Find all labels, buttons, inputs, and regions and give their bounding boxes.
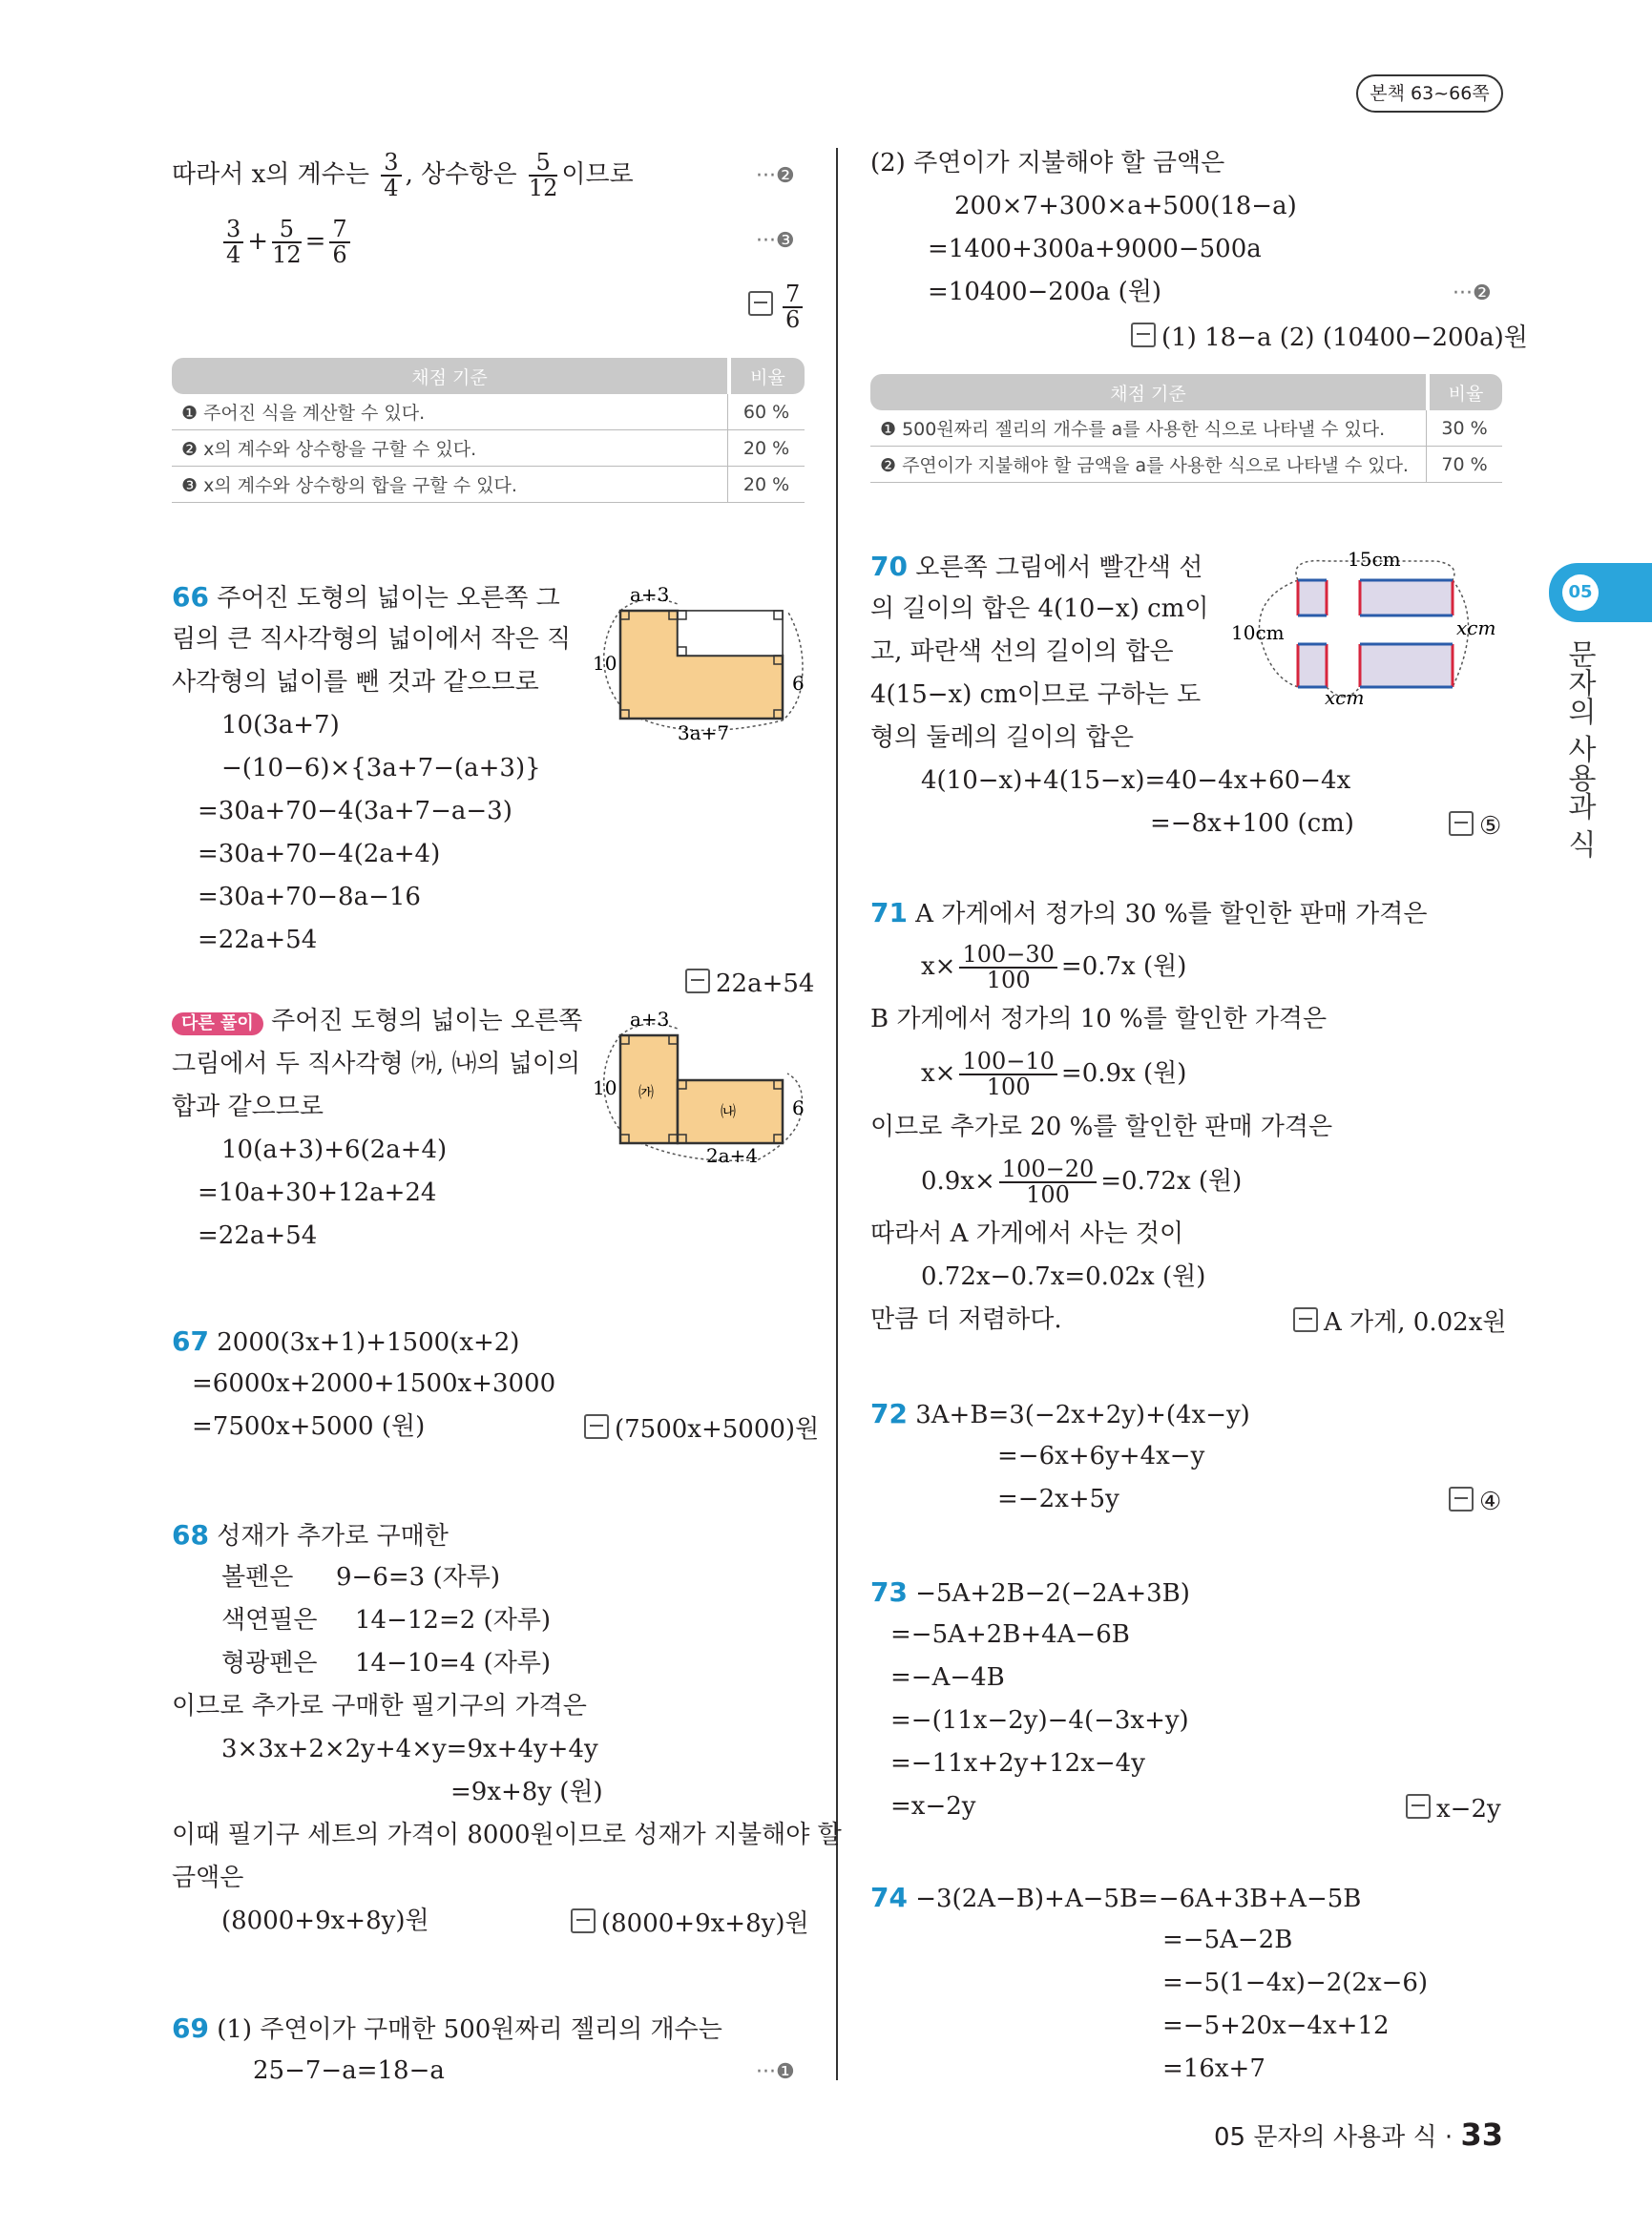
p66-work: =30a+70−4(2a+4) [198, 840, 441, 868]
fig66alt-top-label: a+3 [630, 1008, 670, 1031]
p70-work: =−8x+100 (cm) [1150, 809, 1354, 838]
p73-work: =−A−4B [890, 1663, 1005, 1692]
p70-answer: ⑤ [1449, 811, 1501, 839]
problem-number: 70 [870, 551, 908, 582]
p74-work: =16x+7 [1162, 2054, 1265, 2083]
alt-work: =22a+54 [198, 1221, 318, 1250]
p66-line2: 림의 큰 직사각형의 넓이에서 작은 직 [172, 625, 572, 654]
problem-number: 71 [870, 897, 908, 928]
p73-work: =−5A+2B+4A−6B [890, 1620, 1130, 1649]
p72-work: =−6x+6y+4x−y [997, 1442, 1205, 1470]
p68-line1: 68 성재가 추가로 구매한 [172, 1519, 449, 1551]
p71-line3: 이므로 추가로 20 %를 할인한 판매 가격은 [870, 1113, 1333, 1141]
grading-table-1: 채점 기준 비율 ❶ 주어진 식을 계산할 수 있다. 60 % ❷ x의 계수와 상수항을 구할 수 있다. 20 % ❸ x의 계수와 상수항의 합을 구할 수 있다. 20 % [172, 358, 805, 503]
answer-icon [571, 1908, 596, 1933]
step-marker: ···❷ [756, 164, 795, 188]
alt-work: =10a+30+12a+24 [198, 1178, 437, 1207]
table-row: ❶ 500원짜리 젤리의 개수를 a를 사용한 식으로 나타낼 수 있다. 30 % [870, 410, 1502, 447]
alt-line3: 합과 같으므로 [172, 1093, 324, 1121]
problem-number: 66 [172, 581, 209, 613]
p65-line1: 따라서 x의 계수는 $\frac{3}{4}$ , 상수항은 $\frac{5}{12}$ 이므로 [172, 149, 634, 202]
fig66-right-label: 6 [792, 672, 805, 695]
p66-work: −(10−6)×{3a+7−(a+3)} [221, 754, 541, 782]
problem-number: 72 [870, 1398, 908, 1429]
answer-icon [685, 969, 710, 993]
p70-line: 4(15−x) cm이므로 구하는 도 [870, 680, 1202, 709]
p74-work: =−5A−2B [1162, 1926, 1293, 1954]
p70-line: 형의 둘레의 길이의 합은 [870, 723, 1134, 752]
p67-line1: 67 2000(3x+1)+1500(x+2) [172, 1325, 520, 1357]
chapter-number: 05 [1562, 574, 1599, 611]
answer-icon [1449, 811, 1474, 836]
p66-work: 10(3a+7) [221, 711, 340, 740]
grading-table-2: 채점 기준 비율 ❶ 500원짜리 젤리의 개수를 a를 사용한 식으로 나타낼 수 있다. 30 % ❷ 주연이가 지불해야 할 금액을 a를 사용한 식으로 나타낼 수 있다. 70 % [870, 374, 1502, 483]
p71-line5: 만큼 더 저렴하다. [870, 1305, 1062, 1334]
p71-line2: B 가게에서 정가의 10 %를 할인한 가격은 [870, 1005, 1328, 1033]
p71-line1: 71 A 가게에서 정가의 30 %를 할인한 판매 가격은 [870, 897, 1428, 928]
fig66alt-bottom-label: 2a+4 [706, 1144, 759, 1167]
p65-equation: $\frac{3}{4}$ + $\frac{5}{12}$ = $\frac{7}{6}$ [220, 218, 354, 267]
p66-line1: 66 주어진 도형의 넓이는 오른쪽 그 [172, 581, 560, 613]
footer-chapter: 05 문자의 사용과 식 [1213, 2123, 1437, 2152]
p68-calc: 3×3x+2×2y+4×y=9x+4y+4y [221, 1735, 598, 1763]
p71-line4: 따라서 A 가게에서 사는 것이 [870, 1220, 1184, 1248]
column-divider [836, 148, 838, 2080]
p68-calc: =9x+8y (원) [450, 1778, 603, 1806]
page-footer: 05 문자의 사용과 식 · 33 [1213, 2116, 1503, 2153]
p68-item: 볼펜은 9−6=3 (자루) [221, 1563, 500, 1592]
page-number: 33 [1460, 2116, 1503, 2153]
table-row: ❸ x의 계수와 상수항의 합을 구할 수 있다. 20 % [172, 467, 805, 503]
p74-work: =−5+20x−4x+12 [1162, 2012, 1390, 2040]
p73-work: =x−2y [890, 1792, 976, 1821]
chapter-tab-label: 문자의 사용과 식 [1562, 639, 1596, 859]
p66-work: =22a+54 [198, 926, 318, 954]
problem-number: 74 [870, 1882, 908, 1913]
p74-work: =−5(1−4x)−2(2x−6) [1162, 1969, 1429, 1997]
fig66alt-right-label: 6 [792, 1096, 805, 1119]
p71-expr3: 0.9x× $\frac{100-20}{100}$ =0.72x (원) [921, 1156, 1243, 1209]
fig70-bottom-label: xcm [1325, 686, 1365, 709]
page-reference-badge: 본책 63~66쪽 [1356, 74, 1503, 113]
p73-work: =−(11x−2y)−4(−3x+y) [890, 1706, 1189, 1735]
answer-icon [1131, 323, 1156, 347]
p68-text: 금액은 [172, 1864, 244, 1892]
alt-solution-tag: 다른 풀이 [172, 1012, 263, 1035]
problem-number: 68 [172, 1519, 209, 1551]
p68-text: 이때 필기구 세트의 가격이 8000원이므로 성재가 지불해야 할 [172, 1821, 842, 1849]
p65-answer: $\frac{7}{6}$ [748, 282, 806, 332]
answer-icon [748, 291, 773, 316]
p68-item: 형광펜은 14−10=4 (자루) [221, 1649, 552, 1678]
p73-work: =−11x+2y+12x−4y [890, 1749, 1145, 1778]
p69-work: 25−7−a=18−a [253, 2056, 445, 2085]
p72-work: =−2x+5y [997, 1485, 1119, 1513]
problem-number: 69 [172, 2012, 209, 2044]
p72-answer: ④ [1449, 1487, 1501, 1514]
p67-answer: (7500x+5000)원 [584, 1414, 819, 1442]
p70-line1: 70 오른쪽 그림에서 빨간색 선 [870, 551, 1203, 582]
chapter-tab [1549, 563, 1652, 622]
p73-answer: x−2y [1406, 1794, 1501, 1822]
fig-region-ga: ㈎ [638, 1083, 655, 1101]
fig70-right-label: xcm [1456, 616, 1496, 639]
p69b-work: =10400−200a (원) [928, 278, 1162, 306]
fig-region-na: ㈏ [721, 1102, 737, 1120]
p67-work: =6000x+2000+1500x+3000 [192, 1369, 556, 1398]
p71-answer: A 가게, 0.02x원 [1293, 1307, 1506, 1335]
p69-answer: (1) 18−a (2) (10400−200a)원 [1131, 323, 1528, 350]
answer-icon [1293, 1307, 1318, 1332]
fig66-top-label: a+3 [630, 583, 670, 606]
table-row: ❷ 주연이가 지불해야 할 금액을 a를 사용한 식으로 나타낼 수 있다. 70 % [870, 447, 1502, 483]
p66-work: =30a+70−8a−16 [198, 883, 421, 911]
answer-icon [584, 1414, 609, 1439]
figure-70 [1231, 544, 1508, 711]
table-row: ❶ 주어진 식을 계산할 수 있다. 60 % [172, 394, 805, 430]
p68-text: 이므로 추가로 구매한 필기구의 가격은 [172, 1692, 587, 1720]
answer-icon [1449, 1487, 1474, 1512]
p74-line1: 74 −3(2A−B)+A−5B=−6A+3B+A−5B [870, 1882, 1362, 1913]
step-marker: ···❷ [1453, 281, 1492, 305]
p69b-line1: (2) 주연이가 지불해야 할 금액은 [870, 149, 1225, 177]
p69-line1: 69 (1) 주연이가 구매한 500원짜리 젤리의 개수는 [172, 2012, 722, 2044]
fig70-top-label: 15cm [1348, 548, 1401, 571]
problem-number: 73 [870, 1576, 908, 1608]
p70-work: 4(10−x)+4(15−x)=40−4x+60−4x [921, 766, 1351, 795]
p68-result: (8000+9x+8y)원 [221, 1907, 429, 1935]
problem-number: 67 [172, 1325, 209, 1357]
p73-line1: 73 −5A+2B−2(−2A+3B) [870, 1576, 1190, 1608]
alt-work: 10(a+3)+6(2a+4) [221, 1136, 448, 1164]
alt-line2: 그림에서 두 직사각형 ㈎, ㈏의 넓이의 [172, 1050, 581, 1078]
fig66-left-label: 10 [593, 652, 617, 675]
p71-expr1: x× $\frac{100-30}{100}$ =0.7x (원) [921, 941, 1187, 994]
p68-answer: (8000+9x+8y)원 [571, 1908, 809, 1936]
step-marker: ···❸ [756, 229, 795, 253]
p71-expr2: x× $\frac{100-10}{100}$ =0.9x (원) [921, 1048, 1187, 1101]
table-row: ❷ x의 계수와 상수항을 구할 수 있다. 20 % [172, 430, 805, 467]
alt-line1: 다른 풀이 주어진 도형의 넓이는 오른쪽 [172, 1009, 582, 1035]
p66-answer: 22a+54 [685, 969, 814, 996]
answer-icon [1406, 1794, 1431, 1819]
step-marker: ···❶ [756, 2060, 795, 2084]
p68-item: 색연필은 14−12=2 (자루) [221, 1606, 552, 1635]
p69b-work: =1400+300a+9000−500a [928, 235, 1262, 263]
fig70-left-label: 10cm [1231, 621, 1285, 644]
p71-expr4: 0.72x−0.7x=0.02x (원) [921, 1262, 1206, 1291]
figure-66 [587, 577, 816, 744]
p70-line: 의 길이의 합은 4(10−x) cm이 [870, 594, 1209, 623]
fig66-bottom-label: 3a+7 [678, 721, 730, 744]
p67-work: =7500x+5000 (원) [192, 1412, 426, 1441]
p72-line1: 72 3A+B=3(−2x+2y)+(4x−y) [870, 1398, 1250, 1429]
figure-66-alt [587, 1002, 816, 1169]
p69b-work: 200×7+300×a+500(18−a) [954, 192, 1297, 220]
p66-work: =30a+70−4(3a+7−a−3) [198, 797, 512, 825]
p70-line: 고, 파란색 선의 길이의 합은 [870, 637, 1174, 666]
p66-line3: 사각형의 넓이를 뺀 것과 같으므로 [172, 668, 539, 697]
fig66alt-left-label: 10 [593, 1076, 617, 1099]
